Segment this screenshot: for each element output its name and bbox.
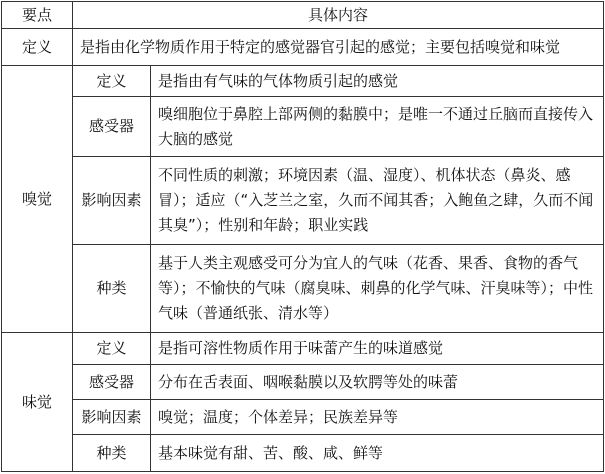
smell-sub-label: 感受器 — [73, 97, 151, 157]
header-key-points: 要点 — [2, 2, 73, 29]
taste-content: 分布在舌表面、咽喉黏膜以及软腭等处的味蕾 — [151, 365, 604, 400]
header-details: 具体内容 — [73, 2, 604, 29]
definition-label: 定义 — [2, 29, 73, 66]
smell-row-factors — [2, 157, 604, 245]
smell-row-types — [2, 245, 604, 333]
taste-row-definition — [2, 333, 604, 365]
smell-label: 嗅觉 — [2, 66, 73, 333]
smell-sub-label: 种类 — [73, 245, 151, 333]
smell-content: 基于人类主观感受可分为宜人的气味（花香、果香、食物的香气等）；不愉快的气味（腐臭味、刺鼻的化学气味、汗臭味等）；中性气味（普通纸张、清水等） — [151, 245, 604, 333]
taste-sub-label: 种类 — [73, 435, 151, 472]
taste-sub-label: 感受器 — [73, 365, 151, 400]
taste-row-factors — [2, 400, 604, 435]
header-row — [2, 2, 604, 29]
smell-content: 嗅细胞位于鼻腔上部两侧的黏膜中；是唯一不通过丘脑而直接传入大脑的感觉 — [151, 97, 604, 157]
definition-row — [2, 29, 604, 66]
taste-sub-label: 定义 — [73, 333, 151, 365]
smell-sub-label: 定义 — [73, 66, 151, 97]
smell-row-definition — [2, 66, 604, 97]
taste-sub-label: 影响因素 — [73, 400, 151, 435]
taste-content: 嗅觉；温度；个体差异；民族差异等 — [151, 400, 604, 435]
taste-row-receptor — [2, 365, 604, 400]
taste-row-types — [2, 435, 604, 472]
taste-content: 是指可溶性物质作用于味蕾产生的味道感觉 — [151, 333, 604, 365]
taste-content: 基本味觉有甜、苦、酸、咸、鲜等 — [151, 435, 604, 472]
summary-table — [1, 1, 604, 472]
smell-content: 不同性质的刺激；环境因素（温、湿度）、机体状态（鼻炎、感冒）；适应（“入芝兰之室，久而不闻其香；入鲍鱼之肆，久而不闻其臭”）；性别和年龄；职业实践 — [151, 157, 604, 245]
taste-label: 味觉 — [2, 333, 73, 472]
smell-row-receptor — [2, 97, 604, 157]
definition-content: 是指由化学物质作用于特定的感觉器官引起的感觉；主要包括嗅觉和味觉 — [73, 29, 604, 66]
smell-content: 是指由有气味的气体物质引起的感觉 — [151, 66, 604, 97]
smell-sub-label: 影响因素 — [73, 157, 151, 245]
